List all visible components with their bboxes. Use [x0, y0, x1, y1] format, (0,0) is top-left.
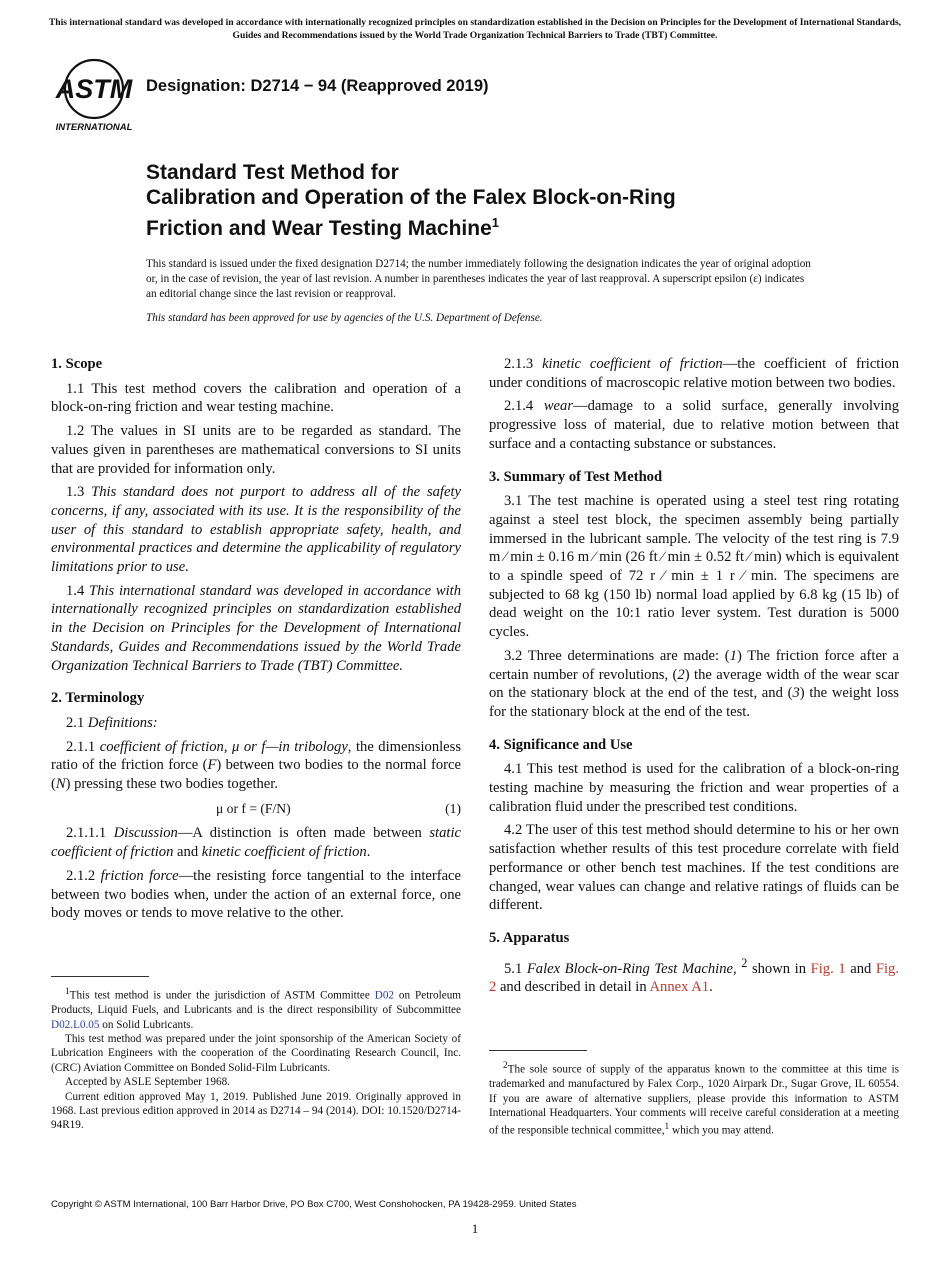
paragraph-2-1: 2.1 Definitions: — [66, 714, 158, 731]
issue-note: This standard is issued under the fixed designation D2714; the number immediately following the designation indicates the year of original adoption or, in the case of revision, the year of last revision. A number in parentheses indicates the year of last reapproval. A superscript epsilon (ε) indicates an editorial change since the last revision or reapproval. — [146, 258, 811, 300]
footnote-ref-2[interactable]: 2 — [741, 955, 748, 970]
defense-note: This standard has been approved for use by agencies of the U.S. Department of Defense. — [146, 312, 543, 324]
logo-text: ASTM — [55, 74, 133, 104]
fig-1-link[interactable]: Fig. 1 — [810, 960, 846, 977]
paragraph-3-1: 3.1 The test machine is operated using a steel test ring rotating against a steel test block, the specimen assembly being partially immersed in the lubricant sample. The velocity of the test ring is 7.9 m ⁄ min ± 0.16 m ⁄ min (26 ft ⁄ min ± 0.52 ft ⁄ min) which is equivalent to a spindle speed of 72 r ⁄ min ± 1 r ⁄ min. The specimens are subjected to 68 kg (150 lb) normal load applied by 6.8 kg (15 lb) of dead weight on the 10:1 ratio lever system. Test duration is 5000 cycles. — [489, 493, 899, 641]
section-heading-summary: 3. Summary of Test Method — [489, 468, 663, 485]
paragraph-2-1-2: 2.1.2 friction force—the resisting force tangential to the interface between two bodies when, under the action of an external force, one body moves or tends to move relative to the other. — [51, 867, 462, 922]
astm-logo — [54, 57, 134, 133]
paragraph-1-2: 1.2 The values in SI units are to be regarded as standard. The values given in parentheses are mathematical conversions to SI units that are provided for information only. — [51, 423, 461, 477]
paragraph-5-1: 5.1 Falex Block-on-Ring Test Machine, $^2$ shown in Fig. 1 and Fig. 2 and described in detail in Annex A1. — [489, 955, 900, 996]
section-heading-scope: 1. Scope — [51, 356, 103, 372]
footnotes-left — [51, 976, 461, 1133]
footnote-1: $^1$This test method is under the jurisdiction of ASTM Committee D02 on Petroleum Products, Liquid Fuels, and Lubricants and is the direct responsibility of Subcommittee D02.L0.05 on Solid Lubricants. — [51, 987, 461, 1031]
footnote-divider — [489, 1050, 587, 1051]
section-heading-significance: 4. Significance and Use — [489, 736, 633, 753]
fig-2-link[interactable]: Fig. 2 — [489, 960, 900, 996]
paragraph-3-2: 3.2 Three determinations are made: (1) The friction force after a certain number of revolutions, (2) the average width of the wear scar on the stationary block at the end of the test, and (3) the weight loss for the stationary block at the end of the test. — [489, 647, 900, 720]
copyright-line: Copyright © ASTM International, 100 Barr Harbor Drive, PO Box C700, West Conshohocken, PA 19428-2959. United States — [51, 1199, 577, 1210]
footnote-1-para-4: Current edition approved May 1, 2019. Published June 2019. Originally approved in 1968. Last previous edition approved in 2014 as D2714 – 94 (2014). DOI: 10.1520/D2714-94R19. — [51, 1090, 461, 1132]
paragraph-2-1-1-1: 2.1.1.1 Discussion—A distinction is often made between static coefficient of friction and kinetic coefficient of friction. — [51, 825, 461, 861]
title-line-3: Friction and Wear Testing Machine$^1$ — [146, 215, 500, 240]
section-heading-terminology: 2. Terminology — [51, 690, 145, 707]
paragraph-2-1-3: 2.1.3 kinetic coefficient of friction—the coefficient of friction under conditions of macroscopic relative motion between two bodies. — [489, 356, 899, 391]
equation-1 — [51, 800, 461, 819]
equation-text: μ or f = (F/N) — [216, 800, 291, 816]
annex-a1-link[interactable]: Annex A1 — [649, 979, 710, 996]
left-column — [51, 355, 461, 928]
paragraph-4-1: 4.1 This test method is used for the calibration of a block-on-ring testing machine by measuring the friction and wear properties of a calibration fluid under the prescribed test conditions. — [489, 761, 899, 815]
paragraph-1-1: 1.1 This test method covers the calibration and operation of a block-on-ring friction and wear testing machine. — [51, 380, 461, 416]
footnote-1-para-2: This test method was prepared under the joint sponsorship of the American Society of Lubrication Engineers with the cooperation of the Coordinating Research Council, Inc. (CRC) Aviation Committee on Bonded Solid-Film Lubricants. — [51, 1032, 461, 1074]
footnote-1-para-3: Accepted by ASLE September 1968. — [65, 1076, 230, 1089]
title-line-1: Standard Test Method for — [146, 161, 399, 184]
title-line-2: Calibration and Operation of the Falex Block-on-Ring — [146, 186, 676, 209]
page-number: 1 — [471, 1221, 479, 1236]
paragraph-1-3: 1.3 This standard does not purport to address all of the safety concerns, if any, associated with its use. It is the responsibility of the user of this standard to establish appropriate safety, health, and environmental practices and determine the applicability of regulatory limitations prior to use. — [51, 484, 461, 576]
page-title — [146, 160, 676, 241]
subcommittee-link[interactable]: D02.L0.05 — [51, 1018, 100, 1031]
right-column — [489, 355, 899, 1002]
paragraph-4-2: 4.2 The user of this test method should determine to his or her own satisfaction whether results of this test procedure correlate with field performance or other bench test machines. If the test conditions are changed, wear values can change and relative ratings of fluids can be different. — [489, 822, 899, 914]
equation-number: (1) — [445, 800, 461, 816]
footnotes-right — [489, 1050, 899, 1139]
paragraph-1-4: 1.4 This international standard was developed in accordance with internationally recognized principles on standardization established in the Decision on Principles for the Development of International Standards, Guides and Recommendations issued by the World Trade Organization Technical Barriers to Trade (TBT) Committee. — [51, 582, 462, 674]
footnote-2: $^2$The sole source of supply of the apparatus known to the committee at this time is trademarked and manufactured by Falex Corp., 1020 Airpark Dr., Sugar Grove, IL 60554. If you are aware of alternative suppliers, please provide this information to ASTM International Headquarters. Your comments will receive careful consideration at a meeting of the responsible technical committee,$^1$ which you may attend. — [489, 1061, 899, 1138]
logo-subtext: INTERNATIONAL — [55, 122, 133, 133]
footnote-divider — [51, 976, 149, 977]
committee-d02-link[interactable]: D02 — [374, 989, 395, 1002]
paragraph-2-1-1: 2.1.1 coefficient of friction, μ or f—in tribology, the dimensionless ratio of the friction force (F) between two bodies to the normal force (N) pressing these two bodies together. — [51, 738, 462, 793]
section-heading-apparatus: 5. Apparatus — [489, 929, 570, 946]
designation: Designation: D2714 − 94 (Reapproved 2019) — [146, 77, 489, 95]
title-footnote-ref[interactable]: 1 — [491, 215, 500, 230]
paragraph-2-1-4: 2.1.4 wear—damage to a solid surface, generally involving progressive loss of material, due to relative motion between that surface and a contacting substance or substances. — [489, 398, 899, 452]
top-notice: This international standard was developed in accordance with internationally recognized principles on standardization established in the Decision on Principles for the Development of International Standards, Guides and Recommendations issued by the World Trade Organization Technical Barriers to Trade (TBT) Committee. — [48, 17, 902, 41]
